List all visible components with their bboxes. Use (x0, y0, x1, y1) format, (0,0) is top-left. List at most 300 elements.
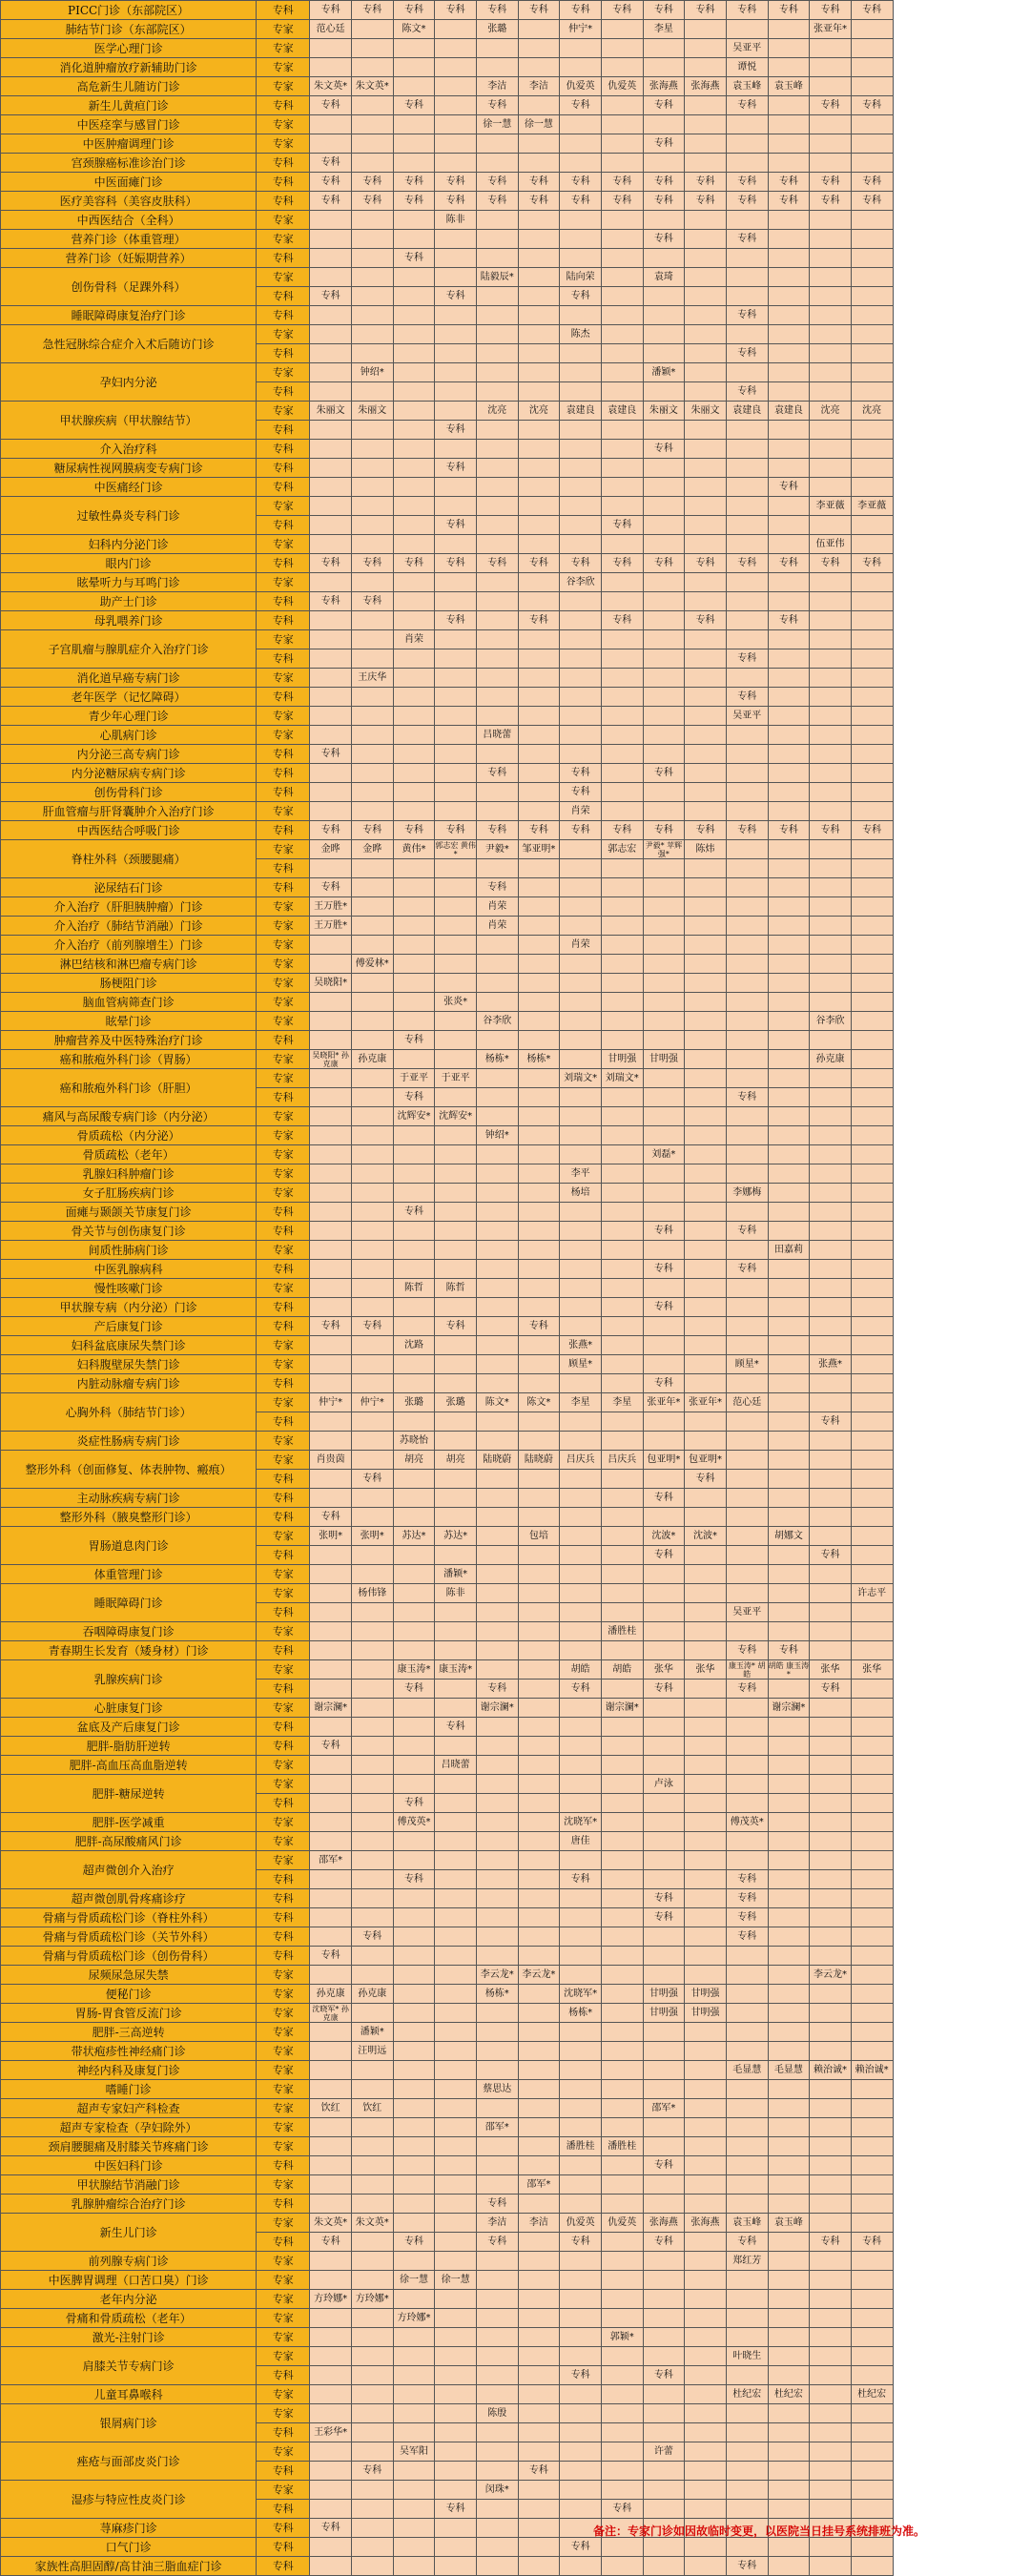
schedule-cell (476, 1832, 518, 1851)
clinic-name: 肥胖-高血压高血脂逆转 (1, 1756, 257, 1775)
schedule-cell (435, 1641, 477, 1660)
clinic-type: 专家 (257, 20, 310, 39)
table-row (1, 154, 1030, 173)
schedule-cell (601, 1412, 643, 1432)
schedule-cell (393, 1412, 435, 1432)
schedule-cell: 张璐 (435, 1393, 477, 1412)
schedule-cell (393, 134, 435, 154)
schedule-cell (393, 421, 435, 440)
schedule-cell: 黄伟* (393, 840, 435, 859)
schedule-cell (393, 1164, 435, 1184)
schedule-cell (435, 2023, 477, 2042)
schedule-cell: 于亚平 (435, 1069, 477, 1088)
schedule-cell (726, 1794, 768, 1813)
schedule-cell (643, 115, 685, 134)
schedule-cell (435, 402, 477, 421)
schedule-cell (476, 1184, 518, 1203)
schedule-cell (351, 1794, 393, 1813)
schedule-cell: 专科 (476, 96, 518, 115)
schedule-cell (476, 1718, 518, 1737)
schedule-cell: 沈辉安* (393, 1107, 435, 1126)
schedule-cell: 杜纪宏 (851, 2385, 893, 2404)
schedule-cell (351, 39, 393, 58)
schedule-cell (351, 2557, 393, 2576)
schedule-cell (601, 783, 643, 802)
schedule-cell (726, 1451, 768, 1470)
clinic-name: 便秘门诊 (1, 1985, 257, 2004)
schedule-cell (768, 707, 810, 726)
clinic-name: 心脏康复门诊 (1, 1699, 257, 1718)
schedule-cell (768, 2347, 810, 2366)
schedule-cell: 专科 (851, 173, 893, 192)
table-row (1, 1203, 1030, 1222)
schedule-cell (518, 1718, 560, 1737)
schedule-cell (601, 325, 643, 344)
table-row (1, 592, 1030, 611)
schedule-cell (810, 630, 852, 649)
schedule-cell: 专科 (476, 821, 518, 840)
schedule-cell (393, 2175, 435, 2195)
schedule-cell (351, 1203, 393, 1222)
clinic-type: 专科 (257, 1203, 310, 1222)
schedule-cell (601, 1012, 643, 1031)
schedule-cell (768, 516, 810, 535)
schedule-cell (351, 1241, 393, 1260)
schedule-cell: 专科 (643, 134, 685, 154)
schedule-cell (851, 783, 893, 802)
schedule-cell (810, 2442, 852, 2462)
schedule-cell: 杜纪宏 (726, 2385, 768, 2404)
schedule-cell: 李星 (560, 1393, 602, 1412)
schedule-cell (560, 1641, 602, 1660)
schedule-cell (726, 2309, 768, 2328)
schedule-cell (351, 2175, 393, 2195)
schedule-cell: 专科 (310, 745, 352, 764)
clinic-type: 专科 (257, 783, 310, 802)
schedule-cell (685, 1298, 727, 1317)
schedule-cell (393, 2500, 435, 2519)
schedule-cell (393, 478, 435, 497)
schedule-cell (810, 1241, 852, 1260)
clinic-name: 青少年心理门诊 (1, 707, 257, 726)
schedule-cell (476, 2423, 518, 2442)
schedule-cell (351, 2328, 393, 2347)
table-row (1, 1832, 1030, 1851)
schedule-cell (310, 1222, 352, 1241)
schedule-cell (518, 1851, 560, 1870)
schedule-cell (643, 1966, 685, 1985)
schedule-cell (351, 1908, 393, 1927)
schedule-cell (435, 478, 477, 497)
schedule-cell (726, 154, 768, 173)
schedule-cell (851, 440, 893, 459)
clinic-name: 骨质疏松（内分泌） (1, 1126, 257, 1145)
schedule-cell (435, 1031, 477, 1050)
schedule-cell (768, 2481, 810, 2500)
clinic-name: 骨质疏松（老年） (1, 1145, 257, 1164)
schedule-cell: 专科 (560, 2538, 602, 2557)
schedule-cell (351, 344, 393, 363)
schedule-cell: 专科 (601, 554, 643, 573)
schedule-cell: 专科 (393, 173, 435, 192)
schedule-cell: 叶晓生 (726, 2347, 768, 2366)
schedule-cell (851, 1985, 893, 2004)
schedule-cell (726, 2175, 768, 2195)
schedule-cell (685, 764, 727, 783)
schedule-cell (768, 2309, 810, 2328)
schedule-cell (435, 1241, 477, 1260)
schedule-cell (518, 1737, 560, 1756)
clinic-type: 专家 (257, 211, 310, 230)
schedule-cell (601, 1870, 643, 1889)
schedule-cell (726, 897, 768, 917)
clinic-name: 营养门诊（体重管理） (1, 230, 257, 249)
schedule-cell (393, 230, 435, 249)
schedule-cell: 顾星* (726, 1355, 768, 1374)
clinic-type: 专家 (257, 897, 310, 917)
schedule-cell (726, 2462, 768, 2481)
schedule-cell (393, 1775, 435, 1794)
schedule-cell (685, 1546, 727, 1565)
schedule-cell (726, 1298, 768, 1317)
clinic-name: 甲状腺疾病（甲状腺结节） (1, 402, 257, 440)
schedule-cell (518, 1432, 560, 1451)
schedule-cell (768, 1298, 810, 1317)
table-row (1, 1, 1030, 20)
schedule-cell (851, 897, 893, 917)
schedule-cell (810, 115, 852, 134)
schedule-cell: 专科 (643, 1489, 685, 1508)
table-row (1, 58, 1030, 77)
schedule-cell (851, 459, 893, 478)
schedule-cell (393, 306, 435, 325)
schedule-cell: 张明* (351, 1527, 393, 1546)
schedule-cell: 谷李欣 (810, 1012, 852, 1031)
table-row (1, 20, 1030, 39)
schedule-cell (518, 1069, 560, 1088)
schedule-cell: 包亚明* (685, 1451, 727, 1470)
schedule-cell (768, 535, 810, 554)
schedule-cell (476, 1470, 518, 1489)
schedule-cell (643, 2175, 685, 2195)
schedule-cell (435, 1908, 477, 1927)
schedule-cell: 张亚年* (643, 1393, 685, 1412)
clinic-type: 专家 (257, 2080, 310, 2099)
schedule-cell (310, 325, 352, 344)
schedule-cell (476, 1908, 518, 1927)
schedule-cell (601, 20, 643, 39)
schedule-cell (393, 2214, 435, 2233)
schedule-cell: 专科 (393, 1794, 435, 1813)
schedule-cell (310, 1832, 352, 1851)
clinic-name: 妇科盆底康尿失禁门诊 (1, 1336, 257, 1355)
schedule-cell (685, 2271, 727, 2290)
schedule-cell (685, 516, 727, 535)
schedule-cell: 李云龙* (518, 1966, 560, 1985)
schedule-cell (851, 1393, 893, 1412)
schedule-cell (310, 611, 352, 630)
schedule-cell (851, 1279, 893, 1298)
table-row (1, 1813, 1030, 1832)
schedule-cell: 邵军* (643, 2099, 685, 2118)
clinic-type: 专家 (257, 1164, 310, 1184)
clinic-type: 专科 (257, 96, 310, 115)
table-row (1, 497, 1030, 516)
schedule-cell (768, 2042, 810, 2061)
schedule-cell (518, 1565, 560, 1584)
schedule-cell: 李洁 (476, 77, 518, 96)
schedule-cell (685, 649, 727, 669)
schedule-cell (601, 58, 643, 77)
schedule-cell (851, 2290, 893, 2309)
table-row (1, 1947, 1030, 1966)
schedule-cell (643, 2023, 685, 2042)
schedule-cell (685, 974, 727, 993)
table-row (1, 974, 1030, 993)
schedule-cell (518, 1660, 560, 1680)
clinic-type: 专家 (257, 2309, 310, 2328)
schedule-cell (685, 1584, 727, 1603)
schedule-cell (810, 1336, 852, 1355)
schedule-cell (726, 1851, 768, 1870)
schedule-cell (851, 764, 893, 783)
schedule-cell: 专科 (560, 173, 602, 192)
schedule-cell (726, 2080, 768, 2099)
schedule-cell (643, 39, 685, 58)
schedule-cell (601, 688, 643, 707)
schedule-cell (310, 1908, 352, 1927)
schedule-cell (351, 1126, 393, 1145)
clinic-name: 肥胖-高尿酸痛风门诊 (1, 1832, 257, 1851)
schedule-cell (851, 1031, 893, 1050)
schedule-cell: 专科 (476, 764, 518, 783)
clinic-name: 中医乳腺病科 (1, 1260, 257, 1279)
schedule-cell (851, 573, 893, 592)
schedule-cell (310, 497, 352, 516)
schedule-cell: 徐一慧 (435, 2271, 477, 2290)
schedule-cell (643, 783, 685, 802)
clinic-type: 专家 (257, 707, 310, 726)
schedule-cell (768, 745, 810, 764)
schedule-cell: 李星 (643, 20, 685, 39)
clinic-type: 专家 (257, 134, 310, 154)
schedule-cell (726, 592, 768, 611)
schedule-cell (310, 2328, 352, 2347)
schedule-cell (768, 2156, 810, 2175)
schedule-cell (685, 96, 727, 115)
clinic-type: 专家 (257, 2271, 310, 2290)
schedule-cell (601, 306, 643, 325)
schedule-cell (768, 1451, 810, 1470)
schedule-cell (518, 917, 560, 936)
schedule-cell (810, 382, 852, 402)
schedule-cell: 潘颖* (643, 363, 685, 382)
schedule-cell: 吕晓蕾 (435, 1756, 477, 1775)
schedule-cell (310, 2080, 352, 2099)
schedule-cell: 吴军阳 (393, 2442, 435, 2462)
schedule-cell: 潘胜桂 (601, 2137, 643, 2156)
schedule-cell (518, 1584, 560, 1603)
schedule-cell (601, 1088, 643, 1107)
schedule-cell (851, 2309, 893, 2328)
schedule-cell (435, 2061, 477, 2080)
schedule-cell: 专科 (643, 1222, 685, 1241)
schedule-cell (685, 936, 727, 955)
schedule-cell (518, 688, 560, 707)
schedule-cell (560, 1374, 602, 1393)
schedule-cell (476, 1260, 518, 1279)
schedule-cell: 胡娜文 (768, 1527, 810, 1546)
schedule-cell (518, 39, 560, 58)
table-row (1, 440, 1030, 459)
schedule-cell (601, 2175, 643, 2195)
schedule-cell (726, 2290, 768, 2309)
schedule-cell (726, 974, 768, 993)
schedule-cell (601, 1641, 643, 1660)
schedule-cell (810, 1508, 852, 1527)
schedule-cell (476, 1107, 518, 1126)
schedule-cell (810, 2462, 852, 2481)
schedule-cell (685, 707, 727, 726)
schedule-cell: 沈亮 (518, 402, 560, 421)
schedule-cell: 钟绍* (351, 363, 393, 382)
schedule-cell (685, 1031, 727, 1050)
schedule-cell (518, 1794, 560, 1813)
schedule-cell (351, 2118, 393, 2137)
schedule-cell: 专科 (560, 783, 602, 802)
schedule-cell (768, 20, 810, 39)
schedule-cell: 钟绍* (476, 1126, 518, 1145)
schedule-cell (435, 1489, 477, 1508)
table-row (1, 1889, 1030, 1908)
schedule-cell (768, 325, 810, 344)
table-row (1, 1660, 1030, 1680)
clinic-type: 专家 (257, 363, 310, 382)
table-row (1, 745, 1030, 764)
schedule-cell (310, 2195, 352, 2214)
schedule-cell: 吴亚平 (726, 39, 768, 58)
schedule-cell (435, 2404, 477, 2423)
schedule-cell (601, 2290, 643, 2309)
schedule-cell (685, 2309, 727, 2328)
schedule-cell (435, 39, 477, 58)
schedule-cell (560, 2462, 602, 2481)
schedule-cell (351, 2252, 393, 2271)
schedule-cell: 傅茂英* (726, 1813, 768, 1832)
schedule-cell (560, 1565, 602, 1584)
schedule-cell: 肖荣 (393, 630, 435, 649)
clinic-type: 专科 (257, 1222, 310, 1241)
schedule-cell (518, 459, 560, 478)
schedule-cell (810, 2538, 852, 2557)
schedule-cell (601, 1145, 643, 1164)
schedule-cell (518, 1184, 560, 1203)
schedule-cell (726, 421, 768, 440)
clinic-name: 主动脉疾病专病门诊 (1, 1489, 257, 1508)
schedule-cell (351, 2404, 393, 2423)
schedule-cell (560, 1622, 602, 1641)
table-row (1, 688, 1030, 707)
schedule-cell (393, 707, 435, 726)
schedule-cell (310, 1432, 352, 1451)
clinic-type: 专科 (257, 554, 310, 573)
clinic-type: 专家 (257, 1184, 310, 1203)
schedule-cell (560, 2385, 602, 2404)
schedule-cell (351, 993, 393, 1012)
schedule-cell (310, 459, 352, 478)
clinic-type: 专家 (257, 1107, 310, 1126)
schedule-cell: 专科 (601, 611, 643, 630)
schedule-cell (435, 2481, 477, 2500)
schedule-cell (685, 1565, 727, 1584)
clinic-name: 吞咽障碍康复门诊 (1, 1622, 257, 1641)
schedule-cell (393, 1985, 435, 2004)
schedule-cell (726, 917, 768, 936)
schedule-cell (351, 1718, 393, 1737)
schedule-cell (560, 249, 602, 268)
schedule-cell (476, 936, 518, 955)
clinic-type: 专家 (257, 726, 310, 745)
schedule-cell: 专科 (810, 96, 852, 115)
schedule-cell (476, 497, 518, 516)
schedule-cell (310, 1355, 352, 1374)
clinic-name: 新生儿门诊 (1, 2214, 257, 2252)
schedule-cell (601, 1527, 643, 1546)
clinic-name: 骨痛与骨质疏松门诊（创伤骨科） (1, 1947, 257, 1966)
schedule-cell (726, 878, 768, 897)
schedule-cell (310, 1470, 352, 1489)
schedule-cell: 专科 (518, 1317, 560, 1336)
schedule-cell: 邵军* (476, 2118, 518, 2137)
schedule-cell (560, 459, 602, 478)
schedule-cell (310, 1298, 352, 1317)
clinic-type: 专科 (257, 649, 310, 669)
schedule-cell: 专科 (726, 554, 768, 573)
schedule-cell (726, 1508, 768, 1527)
schedule-cell: 沈波* (685, 1527, 727, 1546)
schedule-cell (810, 859, 852, 878)
schedule-cell (643, 211, 685, 230)
schedule-cell (518, 1622, 560, 1641)
schedule-cell (601, 1432, 643, 1451)
schedule-cell: 许志平 (851, 1584, 893, 1603)
schedule-cell: 专科 (643, 1680, 685, 1699)
clinic-name: 助产士门诊 (1, 592, 257, 611)
schedule-cell (518, 20, 560, 39)
schedule-cell: 袁玉峰 (768, 77, 810, 96)
schedule-cell (643, 516, 685, 535)
schedule-cell (685, 1126, 727, 1145)
schedule-cell (351, 707, 393, 726)
schedule-cell: 谢宗澜* (768, 1699, 810, 1718)
schedule-cell (851, 802, 893, 821)
schedule-cell (685, 1794, 727, 1813)
schedule-cell (518, 516, 560, 535)
schedule-cell: 朱丽文 (310, 402, 352, 421)
schedule-cell (518, 2557, 560, 2576)
schedule-cell: 专科 (685, 1, 727, 20)
schedule-cell (351, 1088, 393, 1107)
schedule-cell (435, 669, 477, 688)
schedule-cell: 专科 (310, 173, 352, 192)
schedule-cell: 李星 (601, 1393, 643, 1412)
schedule-cell (393, 1355, 435, 1374)
schedule-cell: 袁建良 (726, 402, 768, 421)
schedule-cell (601, 1279, 643, 1298)
schedule-cell (351, 688, 393, 707)
schedule-cell: 伍亚伟 (810, 535, 852, 554)
schedule-cell (476, 1203, 518, 1222)
